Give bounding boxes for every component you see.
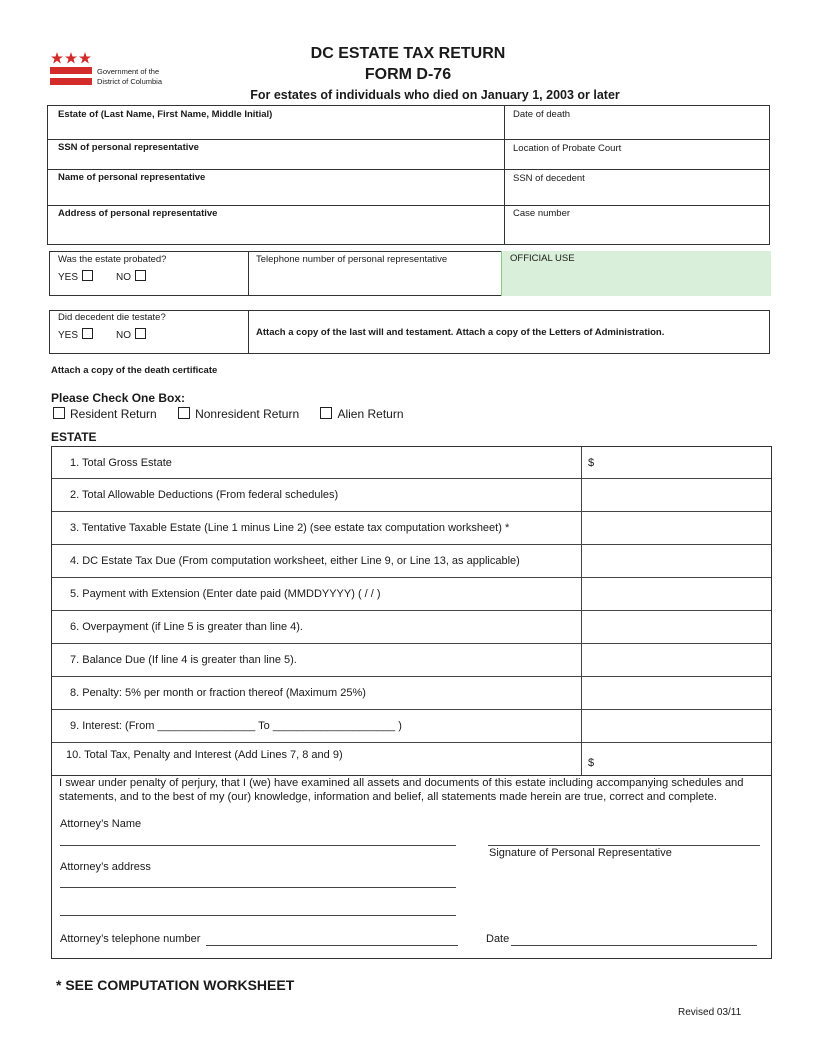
- line-1-label: 1. Total Gross Estate: [70, 457, 172, 469]
- line-9-label: 9. Interest: (From ________________ To ____________________ ): [70, 720, 402, 732]
- line-10-row: [52, 743, 771, 775]
- probate-court-field[interactable]: [505, 140, 769, 169]
- attach-death-certificate: Attach a copy of the death certificate: [51, 365, 218, 376]
- probated-no-label: NO: [116, 272, 131, 283]
- line-2-amount-field[interactable]: [582, 479, 771, 511]
- line-3-amount-field[interactable]: [582, 512, 771, 544]
- ssn-decedent-field[interactable]: [505, 170, 769, 205]
- line-6-amount-field[interactable]: [582, 611, 771, 643]
- line-7-amount-field[interactable]: [582, 644, 771, 676]
- date-label: Date: [486, 933, 510, 945]
- resident-return-option[interactable]: [53, 407, 157, 421]
- line-7-row: [52, 644, 771, 676]
- form-number: FORM D-76: [364, 66, 452, 83]
- line-8-row: [52, 677, 771, 709]
- probated-yes-label: YES: [58, 272, 79, 283]
- computation-worksheet-note: * SEE COMPUTATION WORKSHEET: [56, 977, 295, 993]
- attorney-name-label: Attorney’s Name: [60, 818, 142, 830]
- official-use-box: [501, 251, 771, 296]
- ssn-rep-label: SSN of personal representative: [58, 142, 199, 153]
- line-4-amount-field[interactable]: [582, 545, 771, 577]
- attorney-address-label: Attorney’s address: [60, 861, 151, 873]
- line-5-label: 5. Payment with Extension (Enter date paid (MMDDYYYY) ( / / ): [70, 588, 381, 600]
- testate-no-checkbox[interactable]: [135, 328, 146, 339]
- attorney-address-line-1[interactable]: [60, 887, 456, 888]
- address-rep-label: Address of personal representative: [58, 208, 218, 219]
- identification-grid: [47, 105, 770, 245]
- testate-row: [49, 310, 770, 354]
- probated-yes-checkbox[interactable]: [82, 270, 93, 281]
- testate-question: [50, 311, 248, 353]
- ssn-decedent-label: SSN of decedent: [513, 173, 585, 184]
- estate-of-label: Estate of (Last Name, First Name, Middle Initial): [58, 109, 273, 120]
- line-10-label: 10. Total Tax, Penalty and Interest (Add Lines 7, 8 and 9): [66, 749, 343, 761]
- official-use-label: OFFICIAL USE: [510, 253, 575, 264]
- gov-line-1: Government of the: [97, 67, 160, 76]
- case-number-label: Case number: [513, 208, 571, 219]
- line-9-amount-field[interactable]: [582, 710, 771, 742]
- signature-rep-line[interactable]: [488, 845, 760, 846]
- probate-row: [49, 251, 770, 296]
- line-4-label: 4. DC Estate Tax Due (From computation worksheet, either Line 9, or Line 13, as applicable): [70, 555, 520, 567]
- alien-return-option[interactable]: [320, 407, 403, 421]
- perjury-declaration: I swear under penalty of perjury, that I (we) have examined all assets and documents of this estate including accompanying schedules and statements, and to the best of my (our) knowledge, information and belief, all statements made herein are true, correct and complete.: [59, 777, 744, 803]
- check-one-heading: Please Check One Box:: [51, 391, 186, 405]
- line-3-row: [52, 512, 771, 544]
- dc-flag-logo: [50, 50, 92, 88]
- estate-of-field[interactable]: [48, 106, 504, 139]
- line-1-dollar: $: [588, 457, 595, 469]
- form-subtitle: For estates of individuals who died on January 1, 2003 or later: [250, 88, 620, 102]
- probated-no-checkbox[interactable]: [135, 270, 146, 281]
- alien-return-label: Alien Return: [337, 407, 404, 421]
- date-of-death-field[interactable]: [505, 106, 769, 139]
- line-4-row: [52, 545, 771, 577]
- testate-no-label: NO: [116, 330, 131, 341]
- date-line[interactable]: [511, 945, 757, 946]
- date-of-death-label: Date of death: [513, 109, 571, 120]
- attorney-name-line[interactable]: [60, 845, 456, 846]
- attorney-phone-label: Attorney’s telephone number: [60, 933, 201, 945]
- testate-label: Did decedent die testate?: [58, 312, 166, 323]
- resident-return-checkbox[interactable]: [53, 407, 65, 419]
- probate-court-label: Location of Probate Court: [513, 143, 622, 154]
- ssn-rep-field[interactable]: [48, 140, 504, 169]
- line-10-dollar: $: [588, 757, 595, 769]
- attorney-phone-line[interactable]: [206, 945, 458, 946]
- line-8-label: 8. Penalty: 5% per month or fraction thereof (Maximum 25%): [70, 687, 366, 699]
- signature-rep-label: Signature of Personal Representative: [489, 847, 672, 859]
- case-number-field[interactable]: [505, 206, 769, 244]
- line-6-row: [52, 611, 771, 643]
- nonresident-return-option[interactable]: [178, 407, 299, 421]
- nonresident-return-checkbox[interactable]: [178, 407, 190, 419]
- line-10-amount-field[interactable]: [582, 743, 771, 775]
- name-rep-label: Name of personal representative: [58, 172, 206, 183]
- line-2-label: 2. Total Allowable Deductions (From federal schedules): [70, 489, 339, 501]
- estate-lines-table: [51, 446, 772, 776]
- probated-question: [50, 252, 248, 295]
- telephone-rep-label: Telephone number of personal representative: [256, 254, 448, 265]
- line-3-label: 3. Tentative Taxable Estate (Line 1 minus Line 2) (see estate tax computation worksheet) *: [70, 522, 510, 534]
- gov-line-2: District of Columbia: [97, 77, 163, 86]
- probated-label: Was the estate probated?: [58, 254, 167, 265]
- line-5-row: [52, 578, 771, 610]
- nonresident-return-label: Nonresident Return: [195, 407, 300, 421]
- address-rep-field[interactable]: [48, 206, 504, 244]
- estate-heading: ESTATE: [51, 430, 97, 444]
- line-9-row: [52, 710, 771, 742]
- attorney-address-line-2[interactable]: [60, 915, 456, 916]
- line-7-label: 7. Balance Due (If line 4 is greater than line 5).: [70, 654, 297, 666]
- attach-will-instruction: Attach a copy of the last will and testament. Attach a copy of the Letters of Administration.: [256, 327, 665, 338]
- resident-return-label: Resident Return: [70, 407, 157, 421]
- line-8-amount-field[interactable]: [582, 677, 771, 709]
- telephone-rep-field[interactable]: [249, 252, 501, 295]
- line-5-amount-field[interactable]: [582, 578, 771, 610]
- testate-yes-checkbox[interactable]: [82, 328, 93, 339]
- line-2-row: [52, 479, 771, 511]
- alien-return-checkbox[interactable]: [320, 407, 332, 419]
- line-6-label: 6. Overpayment (if Line 5 is greater than line 4).: [70, 621, 303, 633]
- line-1-row: [52, 447, 771, 478]
- revised-date: Revised 03/11: [678, 1007, 742, 1018]
- testate-yes-label: YES: [58, 330, 79, 341]
- line-1-amount-field[interactable]: [582, 447, 771, 478]
- declaration-box: [51, 775, 772, 959]
- name-rep-field[interactable]: [48, 170, 504, 205]
- form-title: DC ESTATE TAX RETURN: [310, 45, 506, 62]
